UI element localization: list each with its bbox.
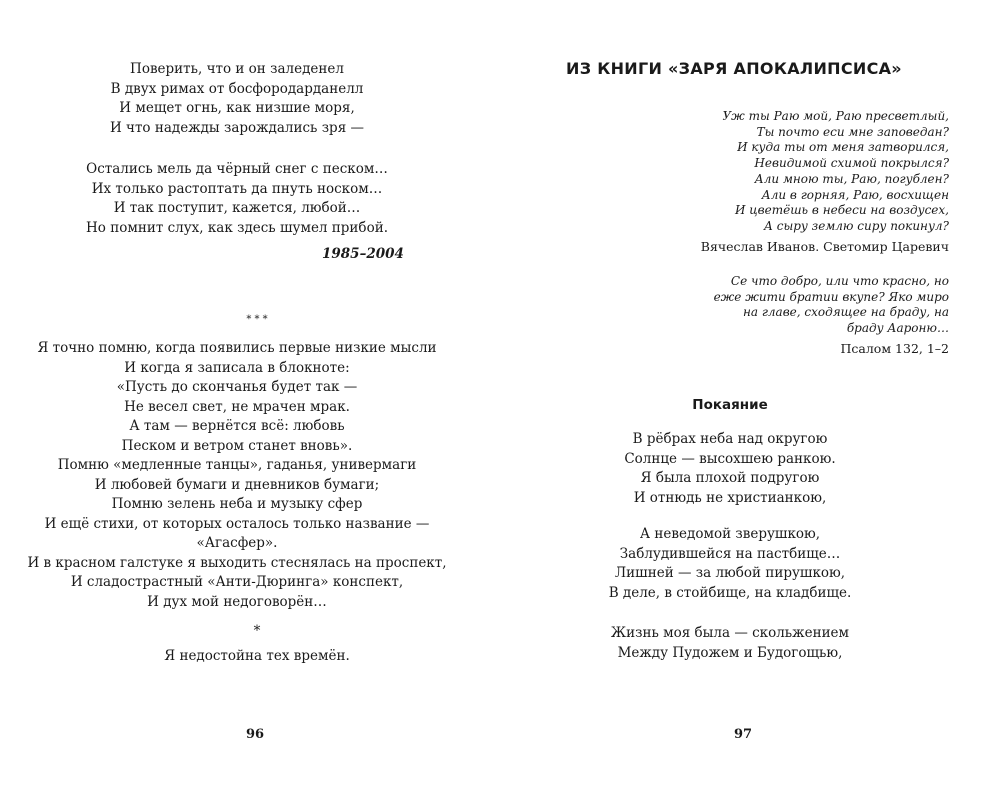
verse-line: А неведомой зверушкою, [639,526,821,542]
verse-line: И ещё стихи, от которых осталось только название — [44,515,430,532]
verse-line: Помню зелень неба и музыку сфер [111,496,363,512]
poem1-stanza1 [37,60,437,138]
poem-title: Покаяние [692,397,768,413]
epigraph-line: еже жити братии вкупе? Яко миро [713,289,949,304]
poem2-separator: * * * [246,314,268,325]
verse-line: Жизнь моя была — скольжением [610,625,850,641]
verse-line: Лишней — за любой пирушкою, [614,565,846,581]
verse-line: И что надежды зарождались зря — [109,119,365,136]
epigraph-line: Ты почто еси мне заповедан? [756,124,949,139]
poem-stanza-1 [580,430,880,508]
epigraph-line: Се что добро, или что красно, но [730,274,949,288]
verse-line: Помню «медленные танцы», гаданья, универмаги [57,457,417,473]
verse-line: В рёбрах неба над округою [632,431,828,447]
verse-line: «Агасфер». [196,535,278,551]
verse-line: И дух мой недоговорён… [147,593,327,610]
poem2-asterisk: * [253,623,261,639]
epigraph-1 [600,109,949,255]
verse-line: Остались мель да чёрный снег с песком… [86,161,388,177]
epigraph-line: Невидимой схимой покрылся? [754,156,949,171]
poem-stanza-2 [580,525,880,603]
verse-line: А там — вернётся всё: любовь [129,418,345,434]
epigraph-line: на главе, сходящее на браду, на [742,305,949,320]
verse-line: И мещет огнь, как низшие моря, [119,100,355,116]
poem2-final-line: Я недостойна тех времён. [164,648,350,664]
verse-line: Не весел свет, не мрачен мрак. [124,398,350,415]
verse-line: И отнюдь не христианкою, [633,489,827,506]
epigraph-line: браду Аароню… [846,321,949,336]
epigraph-line: Уж ты Раю мой, Раю пресветлый, [722,109,949,123]
verse-line: И так поступит, кажется, любой… [113,200,361,216]
verse-line: В деле, в стойбище, на кладбище. [608,584,852,601]
verse-line: В двух римах от босфородарданелл [110,80,364,97]
section-title: ИЗ КНИГИ «ЗАРЯ АПОКАЛИПСИСА» [566,59,902,78]
poem1-date: 1985–2004 [322,246,404,262]
verse-line: Песком и ветром станет вновь». [121,437,353,454]
verse-line: И в красном галстуке я выходить стеснялась на проспект, [27,554,447,571]
epigraph-attribution: Вячеслав Иванов. Светомир Царевич [700,238,949,254]
verse-line: И любовей бумаги и дневников бумаги; [94,476,380,493]
verse-line: Между Пудожем и Будогощью, [617,644,843,661]
poem-stanza-3 [580,624,880,663]
verse-line: Солнце — высохшею ранкою. [624,450,836,467]
poem1-stanza2 [37,160,437,238]
epigraph-attribution: Псалом 132, 1–2 [840,340,949,356]
poem2 [17,339,457,612]
verse-line: Но помнит слух, как здесь шумел прибой. [86,219,388,236]
verse-line: И когда я записала в блокноте: [124,359,350,376]
verse-line: И сладострастный «Анти-Дюринга» конспект, [70,574,404,590]
verse-line: Я точно помню, когда появились первые низкие мысли [37,340,437,356]
page-number-right: 97 [733,727,753,742]
epigraph-line: Али мною ты, Раю, погублен? [754,171,949,186]
verse-line: Заблудившейся на пастбище… [619,545,841,562]
verse-line: «Пусть до скончанья будет так — [116,379,358,395]
page-number-left: 96 [245,727,265,742]
epigraph-line: Али в горняя, Раю, восхищен [761,187,949,202]
epigraph-line: А сыру землю сиру покинул? [763,218,949,233]
epigraph-line: И куда ты от меня затворился, [737,140,949,155]
epigraph-line: И цветёшь в небеси на воздусех, [734,203,949,218]
verse-line: Поверить, что и он заледенел [130,61,344,77]
verse-line: Я была плохой подругою [640,470,820,486]
verse-line: Их только растоптать да пнуть носком… [91,180,383,197]
epigraph-2 [600,274,949,357]
